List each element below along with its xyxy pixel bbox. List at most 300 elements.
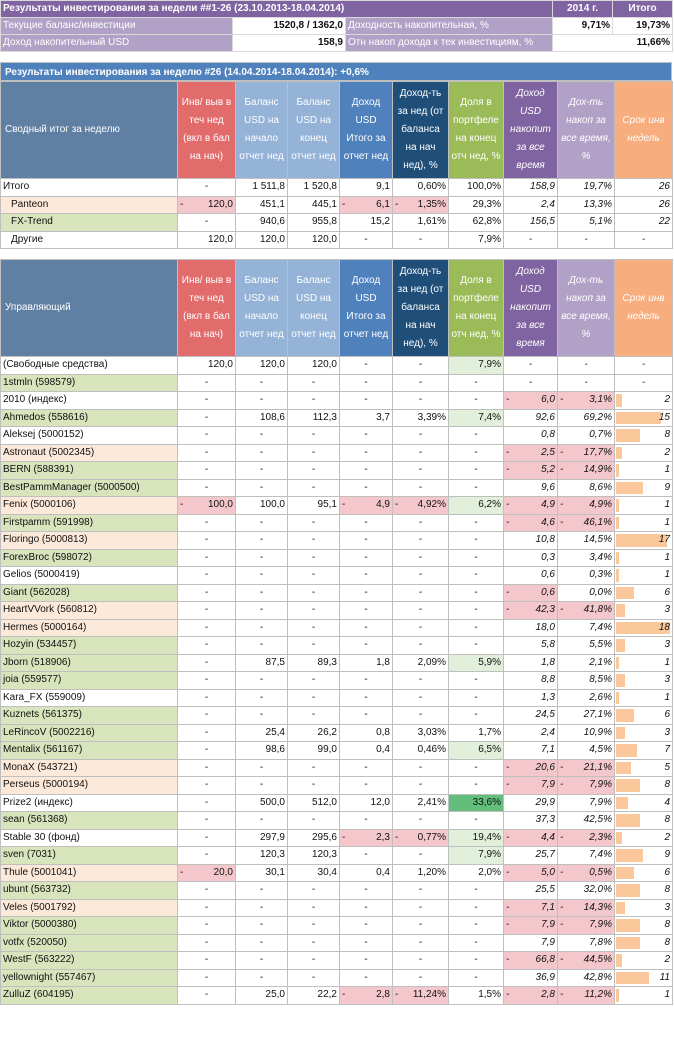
balance-end: - [288, 689, 340, 707]
term-number: 3 [664, 901, 670, 913]
income-value: - [340, 602, 393, 620]
inv-value: - [178, 707, 236, 725]
col-pct-week-header: Доход-ть за нед (от баланса на нач нед), % [393, 82, 449, 179]
manager-name: joia (559577) [1, 672, 178, 690]
term-value [615, 759, 673, 777]
acc-pct: 42,5% [558, 812, 615, 830]
acc-pct [558, 952, 615, 970]
balance-start: - [236, 392, 288, 410]
negative-sign: - [395, 989, 399, 1001]
inv-value: - [178, 602, 236, 620]
negative-sign: - [180, 866, 184, 878]
cell-value: 5,0 [541, 866, 555, 878]
income-value: 15,2 [340, 214, 393, 232]
manager-row [1, 759, 673, 777]
acc-pct: 0,3% [558, 567, 615, 585]
manager-row [1, 777, 673, 795]
inv-value: - [178, 794, 236, 812]
manager-name: Thule (5001041) [1, 864, 178, 882]
share-value: - [449, 374, 504, 392]
acc-pct: 3,4% [558, 549, 615, 567]
share-value: 29,3% [449, 196, 504, 214]
balance-end: 445,1 [288, 196, 340, 214]
pct-week: - [393, 882, 449, 900]
term-number: 3 [664, 639, 670, 651]
negative-sign: - [506, 394, 510, 406]
share-value: - [449, 532, 504, 550]
share-value: 7,9% [449, 231, 504, 249]
term-number: 4 [664, 796, 670, 808]
term-number: 1 [664, 551, 670, 563]
term-bar [616, 482, 643, 495]
term-number: - [641, 376, 646, 388]
acc-pct: 42,8% [558, 969, 615, 987]
manager-header: Управляющий [1, 260, 178, 357]
balance-start: 451,1 [236, 196, 288, 214]
income-value: - [340, 812, 393, 830]
pct-week: - [393, 934, 449, 952]
term-value [615, 532, 673, 550]
balance-end: - [288, 374, 340, 392]
share-value: 7,9% [449, 847, 504, 865]
summary-rows [1, 179, 673, 249]
pct-week [393, 196, 449, 214]
term-number: 1 [664, 499, 670, 511]
inv-value: - [178, 409, 236, 427]
negative-sign: - [506, 464, 510, 476]
col-bal-start-header: Баланс USD на начало отчет нед [236, 82, 288, 179]
share-value: - [449, 917, 504, 935]
inv-value: - [178, 899, 236, 917]
balance-end: 99,0 [288, 742, 340, 760]
balance-end: 955,8 [288, 214, 340, 232]
inv-value: - [178, 214, 236, 232]
col-inv-header: Инв/ выв в теч нед (вкл в бал на нач) [178, 82, 236, 179]
balance-start: - [236, 584, 288, 602]
income-label: Доход накопительный USD [1, 35, 233, 52]
pct-week: - [393, 549, 449, 567]
pct-week: - [393, 462, 449, 480]
cell-value: 21,1% [583, 761, 612, 773]
acc-usd: 0,6 [504, 567, 558, 585]
term-value [615, 742, 673, 760]
manager-name: Fenix (5000106) [1, 497, 178, 515]
income-value: - [340, 847, 393, 865]
manager-name: sven (7031) [1, 847, 178, 865]
manager-name: FX-Trend [1, 214, 178, 232]
negative-sign: - [342, 499, 346, 511]
share-value: 100,0% [449, 179, 504, 197]
acc-usd [504, 392, 558, 410]
balance-start: - [236, 427, 288, 445]
acc-usd: - [504, 231, 558, 249]
manager-name: Итого [1, 179, 178, 197]
term-number: 9 [664, 849, 670, 861]
acc-usd: 158,9 [504, 179, 558, 197]
share-value: - [449, 899, 504, 917]
manager-name: Perseus (5000194) [1, 777, 178, 795]
pct-week: 0,46% [393, 742, 449, 760]
term-bar [616, 954, 622, 967]
share-value: 7,9% [449, 357, 504, 375]
term-bar [616, 902, 625, 915]
term-value [615, 549, 673, 567]
cell-value: 2,8 [541, 989, 555, 1001]
income-value: - [340, 514, 393, 532]
balance-start: - [236, 672, 288, 690]
acc-usd [504, 952, 558, 970]
income-value: - [340, 549, 393, 567]
col-income-header: Доход USD Итого за отчет нед [340, 82, 393, 179]
acc-usd: 29,9 [504, 794, 558, 812]
term-number: 8 [664, 814, 670, 826]
share-value: - [449, 549, 504, 567]
manager-row [1, 864, 673, 882]
summary-row [1, 179, 673, 197]
inv-value: - [178, 917, 236, 935]
acc-pct [558, 444, 615, 462]
manager-row [1, 637, 673, 655]
term-number: 7 [664, 744, 670, 756]
pct-week: - [393, 917, 449, 935]
negative-sign: - [506, 604, 510, 616]
income-value: - [340, 882, 393, 900]
pct-week: 2,09% [393, 654, 449, 672]
term-bar [616, 394, 622, 407]
term-value [615, 637, 673, 655]
manager-row [1, 497, 673, 515]
acc-pct: 7,4% [558, 619, 615, 637]
balance-end: - [288, 934, 340, 952]
term-value [615, 724, 673, 742]
cell-value: 20,0 [213, 866, 233, 878]
inv-value: 120,0 [178, 231, 236, 249]
term-value [615, 619, 673, 637]
cell-value: 17,7% [583, 446, 612, 458]
inv-value: - [178, 619, 236, 637]
manager-name: Astronaut (5002345) [1, 444, 178, 462]
cell-value: 2,3% [589, 831, 612, 843]
balance-start: - [236, 374, 288, 392]
pct-week: 3,03% [393, 724, 449, 742]
income-value: - [340, 427, 393, 445]
term-bar [616, 972, 649, 985]
manager-row [1, 357, 673, 375]
manager-name: Jborn (518906) [1, 654, 178, 672]
manager-name: Mentalix (561167) [1, 742, 178, 760]
manager-name: Aleksej (5000152) [1, 427, 178, 445]
term-number: 5 [664, 761, 670, 773]
summary-row [1, 231, 673, 249]
term-number: 1 [664, 656, 670, 668]
term-number: - [641, 233, 646, 245]
negative-sign: - [506, 866, 510, 878]
inv-value: - [178, 742, 236, 760]
acc-usd: 2,4 [504, 724, 558, 742]
balance-end: - [288, 707, 340, 725]
cell-value: 7,9 [541, 779, 555, 791]
balance-end: - [288, 812, 340, 830]
balance-start: - [236, 917, 288, 935]
manager-name: LeRincoV (5002216) [1, 724, 178, 742]
manager-name: Другие [1, 231, 178, 249]
income-value: - [340, 462, 393, 480]
term-number: 3 [664, 674, 670, 686]
share-value: 2,0% [449, 864, 504, 882]
term-value [615, 864, 673, 882]
pct-week: 1,20% [393, 864, 449, 882]
term-value [615, 231, 673, 249]
acc-pct: - [558, 374, 615, 392]
cell-value: 2,3 [376, 831, 390, 843]
acc-pct: 14,5% [558, 532, 615, 550]
balance-start: 100,0 [236, 497, 288, 515]
acc-usd: 25,7 [504, 847, 558, 865]
negative-sign: - [560, 761, 564, 773]
negative-sign: - [395, 831, 399, 843]
pct-week: - [393, 567, 449, 585]
negative-sign: - [560, 464, 564, 476]
income-value: - [340, 392, 393, 410]
term-bar [616, 849, 643, 862]
yield-year: 9,71% [553, 18, 613, 35]
term-value [615, 987, 673, 1005]
negative-sign: - [342, 831, 346, 843]
term-number: 1 [664, 516, 670, 528]
manager-row [1, 987, 673, 1005]
pct-week: - [393, 231, 449, 249]
balance-end: - [288, 917, 340, 935]
acc-usd [504, 829, 558, 847]
term-value [615, 479, 673, 497]
acc-pct: 13,3% [558, 196, 615, 214]
balance-end: 120,0 [288, 231, 340, 249]
manager-row [1, 602, 673, 620]
term-value [615, 392, 673, 410]
share-value: 1,5% [449, 987, 504, 1005]
acc-pct: 0,0% [558, 584, 615, 602]
acc-pct [558, 917, 615, 935]
term-bar [616, 587, 634, 600]
inv-value: - [178, 584, 236, 602]
acc-pct: 19,7% [558, 179, 615, 197]
manager-name: sean (561368) [1, 812, 178, 830]
col-acc-pct-header: Дох-ть накоп за все время, % [558, 82, 615, 179]
summary-table [0, 0, 673, 52]
balance-end: - [288, 777, 340, 795]
col-acc-pct-header-2: Дох-ть накоп за все время, % [558, 260, 615, 357]
acc-pct: 7,9% [558, 794, 615, 812]
income-value: - [340, 374, 393, 392]
acc-pct: 7,4% [558, 847, 615, 865]
term-value [615, 196, 673, 214]
manager-row [1, 707, 673, 725]
balance-start: 120,3 [236, 847, 288, 865]
inv-value: - [178, 374, 236, 392]
negative-sign: - [560, 919, 564, 931]
manager-row [1, 812, 673, 830]
term-bar [616, 569, 619, 582]
income-value: - [340, 707, 393, 725]
col-acc-usd-header-2: Доход USD накопит за все время [504, 260, 558, 357]
pct-week: - [393, 899, 449, 917]
balance-start: - [236, 707, 288, 725]
term-number: 1 [664, 691, 670, 703]
cell-value: 14,3% [583, 901, 612, 913]
negative-sign: - [506, 446, 510, 458]
cell-value: 100,0 [207, 499, 233, 511]
inv-value: - [178, 689, 236, 707]
share-value: 6,2% [449, 497, 504, 515]
negative-sign: - [560, 446, 564, 458]
balance-end: 30,4 [288, 864, 340, 882]
share-value: - [449, 689, 504, 707]
balance-end: - [288, 444, 340, 462]
share-value: 7,4% [449, 409, 504, 427]
term-number: 8 [664, 429, 670, 441]
inv-value: - [178, 514, 236, 532]
pct-week: 3,39% [393, 409, 449, 427]
income-value [340, 829, 393, 847]
inv-value [178, 864, 236, 882]
pct-week: - [393, 672, 449, 690]
balance-start: - [236, 934, 288, 952]
cell-value: 6,0 [541, 394, 555, 406]
manager-name: Firstpamm (591998) [1, 514, 178, 532]
balance-end: - [288, 549, 340, 567]
inv-value: - [178, 882, 236, 900]
share-value: - [449, 672, 504, 690]
term-bar [616, 867, 634, 880]
cell-value: 42,3 [535, 604, 555, 616]
pct-week: - [393, 602, 449, 620]
inv-value: - [178, 479, 236, 497]
col-term-header: Срок инв недель [615, 82, 673, 179]
term-value [615, 917, 673, 935]
manager-row [1, 549, 673, 567]
cell-value: 4,4 [541, 831, 555, 843]
cell-value: 0,5% [589, 866, 612, 878]
income-value [340, 987, 393, 1005]
income-value: - [340, 444, 393, 462]
cell-value: 41,8% [583, 604, 612, 616]
term-value [615, 179, 673, 197]
pct-week: - [393, 707, 449, 725]
cell-value: 46,1% [583, 516, 612, 528]
acc-pct: 5,5% [558, 637, 615, 655]
balance-start: - [236, 567, 288, 585]
negative-sign: - [342, 198, 346, 210]
negative-sign: - [560, 901, 564, 913]
manager-name: HeartVVork (560812) [1, 602, 178, 620]
term-number: 2 [664, 394, 670, 406]
term-value [615, 497, 673, 515]
manager-row [1, 689, 673, 707]
manager-name: ZulluZ (604195) [1, 987, 178, 1005]
col-share-header-2: Доля в портфеле на конец отч нед, % [449, 260, 504, 357]
acc-pct [558, 514, 615, 532]
manager-name: Gelios (5000419) [1, 567, 178, 585]
income-value [340, 497, 393, 515]
term-value [615, 357, 673, 375]
acc-usd: 156,5 [504, 214, 558, 232]
term-bar [616, 429, 640, 442]
cell-value: 14,9% [583, 464, 612, 476]
share-value: - [449, 602, 504, 620]
managers-table [0, 259, 673, 1005]
acc-pct: 8,5% [558, 672, 615, 690]
term-value [615, 829, 673, 847]
acc-pct: 0,7% [558, 427, 615, 445]
share-value: 1,7% [449, 724, 504, 742]
acc-usd: 37,3 [504, 812, 558, 830]
negative-sign: - [560, 989, 564, 1001]
balance-start: 98,6 [236, 742, 288, 760]
term-value [615, 602, 673, 620]
manager-name: ForexBroc (598072) [1, 549, 178, 567]
acc-usd [504, 584, 558, 602]
cell-value: 1,35% [417, 198, 446, 210]
balance-end: - [288, 584, 340, 602]
balance-start: 25,0 [236, 987, 288, 1005]
manager-row [1, 794, 673, 812]
share-value: - [449, 392, 504, 410]
manager-row [1, 462, 673, 480]
pct-week: - [393, 532, 449, 550]
pct-week: - [393, 392, 449, 410]
negative-sign: - [395, 198, 399, 210]
pct-week: 2,41% [393, 794, 449, 812]
pct-week: - [393, 689, 449, 707]
manager-row [1, 532, 673, 550]
balance-end: 95,1 [288, 497, 340, 515]
weekly-summary-table [0, 81, 673, 249]
inv-value: - [178, 444, 236, 462]
term-number: 1 [664, 989, 670, 1001]
manager-name: Viktor (5000380) [1, 917, 178, 935]
share-value: - [449, 584, 504, 602]
col-pct-week-header-2: Доход-ть за нед (от баланса на нач нед), % [393, 260, 449, 357]
manager-row [1, 899, 673, 917]
term-bar [616, 744, 637, 757]
negative-sign: - [560, 604, 564, 616]
pct-week: - [393, 427, 449, 445]
term-number: 8 [664, 884, 670, 896]
manager-row [1, 952, 673, 970]
share-value: - [449, 514, 504, 532]
term-number: 22 [658, 216, 670, 228]
term-value [615, 707, 673, 725]
acc-usd: 0,8 [504, 427, 558, 445]
share-value: - [449, 427, 504, 445]
acc-usd: 7,1 [504, 742, 558, 760]
manager-name: (Свободные средства) [1, 357, 178, 375]
inv-value: - [178, 952, 236, 970]
term-number: 8 [664, 779, 670, 791]
balance-end: - [288, 602, 340, 620]
col-term-header-2: Срок инв недель [615, 260, 673, 357]
income-value: - [340, 479, 393, 497]
col-bal-end-header-2: Баланс USD на конец отчет нед [288, 260, 340, 357]
income-value: - [340, 637, 393, 655]
manager-row [1, 917, 673, 935]
acc-pct: - [558, 357, 615, 375]
balance-start: - [236, 882, 288, 900]
income-value: 3,7 [340, 409, 393, 427]
income-value: 0,4 [340, 742, 393, 760]
acc-usd: 36,9 [504, 969, 558, 987]
term-bar [616, 832, 622, 845]
